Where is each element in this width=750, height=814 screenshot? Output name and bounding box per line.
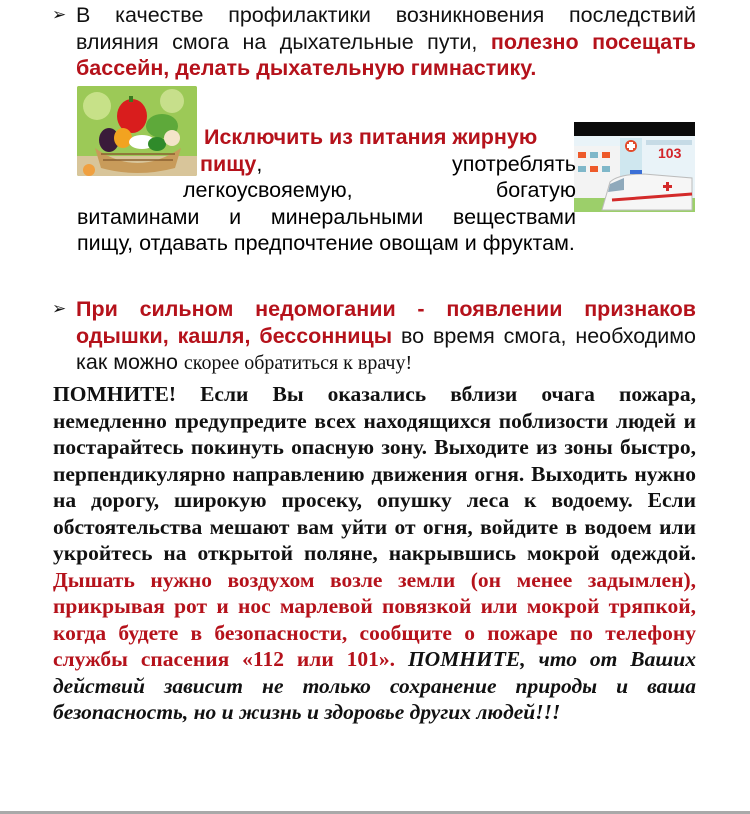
- bullet-highlight: полезно посещать бассейн, делать дыхательную гимнастику.: [76, 29, 696, 80]
- diet-highlight: Исключить из питания жирную: [204, 125, 538, 149]
- arrow-bullet-icon: ➢: [52, 299, 67, 318]
- diet-last-line: пищу, отдавать предпочтение овощам и фруктам.: [77, 231, 575, 255]
- bullet-doctor: [52, 296, 696, 377]
- word: витаминами: [77, 204, 200, 229]
- word: и: [229, 204, 242, 229]
- bullet-text: В качестве профилактики возникновения последствий влияния смога на дыхательные пути,: [76, 3, 696, 54]
- word: веществами: [452, 204, 576, 229]
- word: минеральными: [270, 204, 424, 229]
- arrow-bullet-icon: ➢: [52, 5, 67, 24]
- remember-highlight: Дышать нужно воздухом возле земли (он менее задымлен), прикрывая рот и нос марлевой повязкой или мокрой тряпкой, когда будете в безопасности, сообщите о пожаре по телефону службы спасения «112 или 101».: [53, 567, 696, 671]
- remember-italic: ПОМНИТЕ, что от Ваших действий зависит не только сохранение природы и ваша безопасность, но и жизнь и здоровье других людей!!!: [53, 647, 696, 724]
- bullet-text: во время смога, необходимо как можно: [76, 323, 696, 374]
- remember-paragraph: [53, 381, 696, 726]
- diet-paragraph: [77, 124, 576, 257]
- word: богатую: [495, 178, 576, 202]
- ambulance-103-image: [574, 122, 695, 212]
- bullet-text-serif: скорее обратиться к врачу!: [183, 352, 413, 374]
- word: легкоусвояемую,: [183, 178, 353, 202]
- remember-text: ПОМНИТЕ! Если Вы оказались вблизи очага пожара, немедленно предупредите всех находящихся поблизости людей и постарайтесь покинуть опасную зону. Выходите из зоны быстро, перпендикулярно направлению движения огня. Выходить нужно на дорогу, широкую просеку, опушку леса к водоему. Если обстоятельства мешают вам уйти от огня, войдите в водоем или укройтесь на открытой поляне, накрывшись мокрой одеждой.: [53, 382, 696, 565]
- diet-highlight-2: пищу: [200, 151, 257, 176]
- bullet-breathing: [52, 2, 696, 82]
- bullet-highlight: При сильном недомогании - появлении признаков одышки, кашля, бессонницы: [76, 297, 696, 348]
- svg-text:103: 103: [658, 145, 682, 161]
- comma: ,: [256, 151, 263, 176]
- word: употреблять: [452, 151, 576, 176]
